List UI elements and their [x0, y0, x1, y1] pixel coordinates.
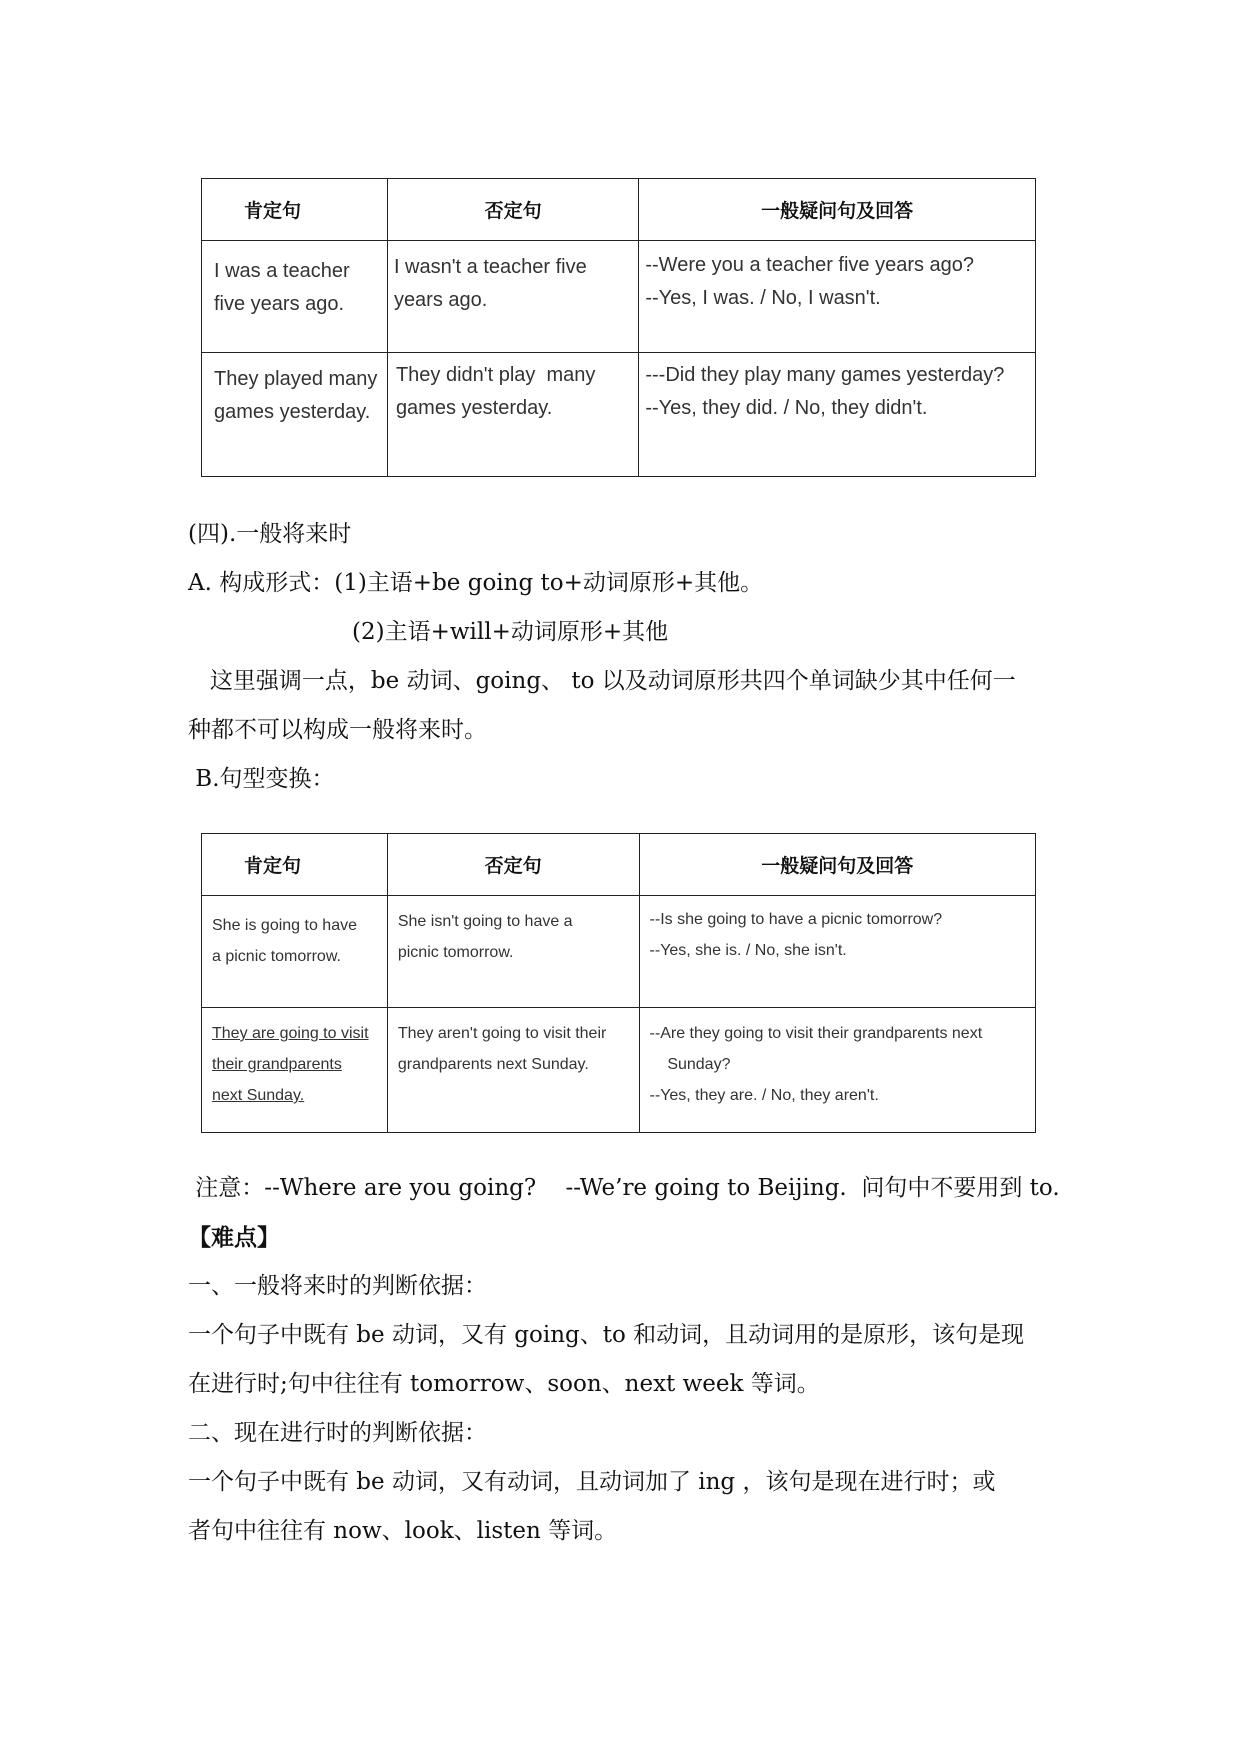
- difficulty-item-2-line-2: 者句中往往有 now、look、listen 等词。: [188, 1518, 618, 1544]
- header-negative: 否定句: [387, 834, 639, 896]
- table-row: [202, 241, 1036, 353]
- table-cell: I was a teacher five years ago.: [202, 241, 388, 353]
- table-cell: I wasn't a teacher five years ago.: [387, 241, 638, 353]
- difficulty-item-2-line-1: 一个句子中既有 be 动词，又有动词，且动词加了 ing ，该句是现在进行时；或: [188, 1469, 996, 1495]
- table-cell: She isn't going to have a picnic tomorrow.: [387, 896, 639, 1008]
- table-row: [202, 896, 1036, 1008]
- table-cell: They played many games yesterday.: [202, 353, 388, 477]
- table-header-row: [202, 179, 1036, 241]
- table-cell: They are going to visit their grandparents next Sunday.: [202, 1008, 388, 1133]
- header-question: 一般疑问句及回答: [639, 179, 1036, 241]
- table-header-row: [202, 834, 1036, 896]
- header-affirmative: 肯定句: [202, 179, 388, 241]
- table-cell: --Were you a teacher five years ago? --Yes, I was. / No, I wasn't.: [639, 241, 1036, 353]
- table-row: [202, 353, 1036, 477]
- header-affirmative: 肯定句: [202, 834, 388, 896]
- future-tense-section: [188, 510, 1068, 804]
- section-title: (四).一般将来时: [188, 521, 352, 547]
- header-negative: 否定句: [387, 179, 638, 241]
- form-line-1: A. 构成形式：(1)主语+be going to+动词原形+其他。: [188, 570, 764, 596]
- note-line-1: 这里强调一点，be 动词、going、 to 以及动词原形共四个单词缺少其中任何一: [188, 668, 1016, 694]
- difficulty-item-2-title: 二、现在进行时的判断依据：: [188, 1420, 487, 1446]
- header-question: 一般疑问句及回答: [639, 834, 1035, 896]
- table-cell: She is going to have a picnic tomorrow.: [202, 896, 388, 1008]
- past-tense-table: [201, 178, 1036, 477]
- table-cell: ---Did they play many games yesterday? --Yes, they did. / No, they didn't.: [639, 353, 1036, 477]
- table-cell: --Are they going to visit their grandparents next Sunday? --Yes, they are. / No, they aren't.: [639, 1008, 1035, 1133]
- difficulty-item-1-title: 一、一般将来时的判断依据：: [188, 1273, 487, 1299]
- difficulty-title: 【难点】: [188, 1224, 280, 1251]
- note-line-2: 种都不可以构成一般将来时。: [188, 717, 487, 743]
- attention-note: 注意：--Where are you going? --We’re going to Beijing. 问句中不要用到 to.: [188, 1175, 1060, 1201]
- difficulty-section: [188, 1164, 1068, 1556]
- table-row: [202, 1008, 1036, 1133]
- form-line-2: (2)主语+will+动词原形+其他: [352, 619, 669, 645]
- difficulty-item-1-line-1: 一个句子中既有 be 动词，又有 going、to 和动词，且动词用的是原形，该句是现: [188, 1322, 1025, 1348]
- future-tense-table: [201, 833, 1036, 1133]
- table-cell: They didn't play many games yesterday.: [387, 353, 638, 477]
- sentence-transform-title: B.句型变换：: [188, 766, 335, 792]
- table-cell: --Is she going to have a picnic tomorrow? --Yes, she is. / No, she isn't.: [639, 896, 1035, 1008]
- table-cell: They aren't going to visit their grandparents next Sunday.: [387, 1008, 639, 1133]
- difficulty-item-1-line-2: 在进行时;句中往往有 tomorrow、soon、next week 等词。: [188, 1371, 820, 1397]
